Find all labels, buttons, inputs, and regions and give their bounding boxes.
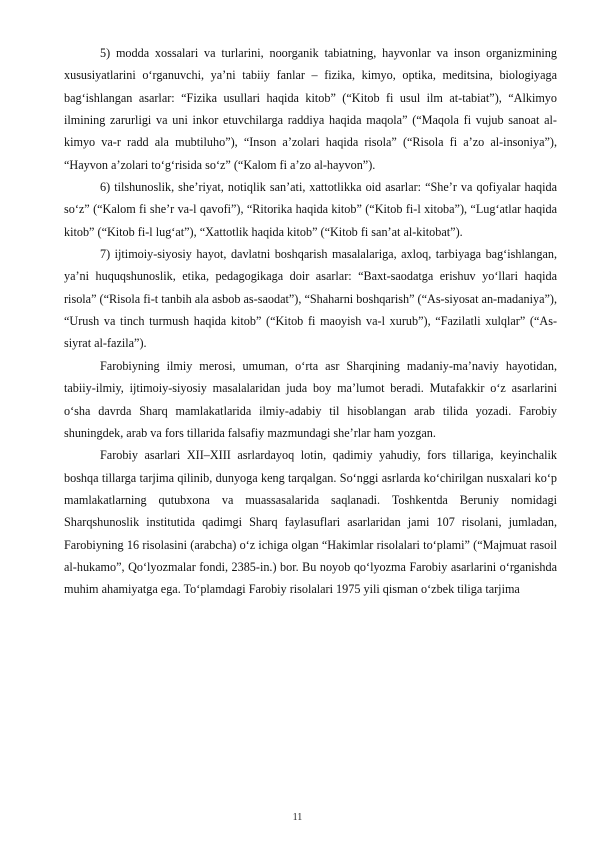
paragraph-linguistics: 6) tilshunoslik, she’riyat, notiqlik san’ati, xattotlikka oid asarlar: “She’r va qofiyalar haqida so‘z” (“Kalom fi she’r va-l qavofi”), “Ritorika haqida kitob” (“Kitob fi-l xitoba”), “Lug‘atlar haqida kitob” (“Kitob fi-l lug‘at”), “Xattotlik haqida kitob” (“Kitob fi san’at al-kitobat”). [64,180,557,239]
page-number: 11 [292,812,303,823]
paragraph-socio-political: 7) ijtimoiy-siyosiy hayot, davlatni boshqarish masalalariga, axloq, tarbiyaga bag‘ishlangan, ya’ni huquqshunoslik, etika, pedagogikaga doir asarlar: “Baxt-saodatga erishuv yo‘llari haqida risola” (“Risola fi-t tanbih ala asbob as-saodat”), “Shaharni boshqarish” (“As-siyosat an-madaniya”), “Urush va tinch turmush haqida kitob” (“Kitob fi maoyish va-l xurub”), “Fazilatli xulqlar” (“As-siyrat al-fazila”). [64,247,557,351]
body-text [64,42,557,601]
paragraph-scientific-legacy: Farobiyning ilmiy merosi, umuman, o‘rta asr Sharqining madaniy-ma’naviy hayotidan, tabiiy-ilmiy, ijtimoiy-siyosiy masalalaridan juda boy ma’lumot beradi. Mutafakkir o‘z asarlarini o‘sha davrda Sharq mamlakatlarida ilmiy-adabiy til hisoblangan arab tilida yozadi. Farobiy shuningdek, arab va fors tillarida falsafiy mazmundagi she’rlar ham yozgan. [64,358,557,440]
paragraph-translations: Farobiy asarlari XII–XIII asrlardayoq lotin, qadimiy yahudiy, fors tillariga, keyinchalik boshqa tillarga tarjima qilinib, dunyoga keng tarqalgan. So‘nggi asrlarda ko‘chirilgan nusxalari ko‘p mamlakatlarning qutubxona va muassasalarida saqlanadi. Toshkentda Beruniy nomidagi Sharqshunoslik institutida qadimgi Sharq faylasuflari asarlaridan jami 107 risolani, jumladan, Farobiyning 16 risolasini (arabcha) o‘z ichiga olgan “Hakimlar risolalari to‘plami” (“Majmuat rasoil al-hukamo”, Qo‘lyozmalar fondi, 2385-in.) bor. Bu noyob qo‘lyozma Farobiy asarlarini o‘rganishda muhim ahamiyatga ega. To‘plamdagi Farobiy risolalari 1975 yili qisman o‘zbek tiliga tarjima [64,448,557,597]
paragraph-natural-sciences: 5) modda xossalari va turlarini, noorganik tabiatning, hayvonlar va inson organizmining xususiyatlarini o‘rganuvchi, ya’ni tabiiy fanlar – fizika, kimyo, optika, meditsina, biologiyaga bag‘ishlangan asarlar: “Fizika usullari haqida kitob” (“Kitob fi usul ilm at-tabiat”), “Alkimyo ilmining zarurligi va uni inkor etuvchilarga raddiya haqida maqola” (“Maqola fi vujub sanoat al-kimyo va-r radd ala mubtiluho”), “Inson a’zolari haqida risola” (“Risola fi a’zo al-insoniya”), “Hayvon a’zolari to‘g‘risida so‘z” (“Kalom fi a’zo al-hayvon”). [64,46,557,172]
